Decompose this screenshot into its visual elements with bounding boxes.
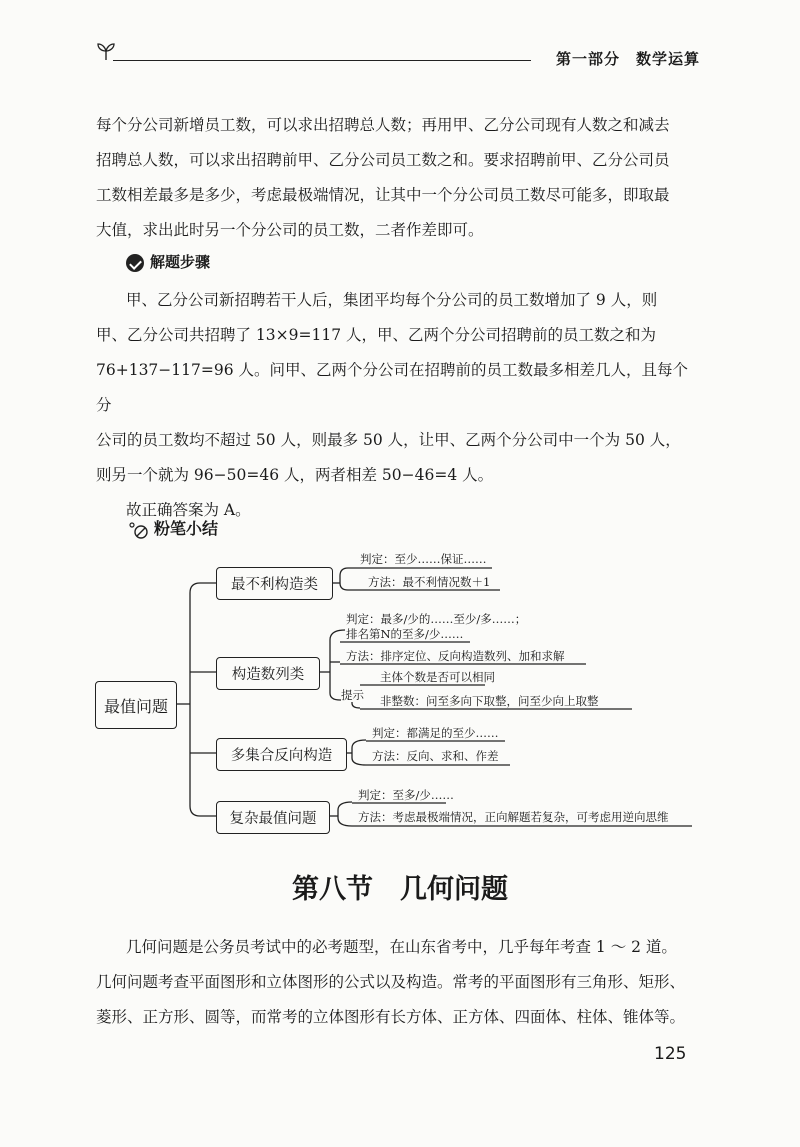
branch-2-item: 排名第N的至多/少……	[346, 627, 464, 641]
chapter-title: 第八节 几何问题	[292, 874, 508, 905]
text-line: 工数相差最多是多少，考虑最极端情况，让其中一个分公司员工数尽可能多，即取最	[96, 186, 670, 204]
text-line: 则另一个就为 96−50=46 人，两者相差 50−46=4 人。	[96, 466, 494, 484]
text-line: 大值，求出此时另一个分公司的员工数，二者作差即可。	[96, 221, 484, 239]
summary-title-label: 粉笔小结	[154, 519, 219, 538]
branch-3-box: 多集合反向构造	[216, 738, 347, 771]
header-title: 第一部分 数学运算	[555, 50, 700, 68]
text-line: 甲、乙分公司共招聘了 13×9=117 人，甲、乙两个分公司招聘前的员工数之和为	[96, 326, 657, 344]
page-number: 125	[654, 1044, 687, 1064]
chapter-paragraph	[96, 930, 696, 1035]
text-line: 菱形、正方形、圆等，而常考的立体图形有长方体、正方体、四面体、柱体、锥体等。	[96, 1008, 686, 1026]
branch-3-item: 判定：都满足的至少……	[372, 726, 499, 740]
branch-1-item: 方法：最不利情况数＋1	[368, 575, 491, 589]
text-line: 每个分公司新增员工数，可以求出招聘总人数；再用甲、乙分公司现有人数之和减去	[96, 116, 670, 134]
branch-1-box: 最不利构造类	[216, 567, 333, 600]
hint-label: 提示	[341, 688, 364, 702]
branch-2-item: 方法：排序定位、反向构造数列、加和求解	[346, 649, 565, 663]
hint-item: 非整数：问至多向下取整，问至少向上取整	[380, 694, 599, 708]
branch-1-item: 判定：至少……保证……	[360, 552, 487, 566]
branch-3-item: 方法：反向、求和、作差	[372, 749, 499, 763]
text-line: 几何问题是公务员考试中的必考题型，在山东省考中，几乎每年考查 1 ～ 2 道。	[126, 938, 677, 956]
text-line: 公司的员工数均不超过 50 人，则最多 50 人，让甲、乙两个分公司中一个为 50 人，	[96, 431, 681, 449]
text-line: 招聘总人数，可以求出招聘前甲、乙分公司员工数之和。要求招聘前甲、乙分公司员	[96, 151, 670, 169]
answer-line: 故正确答案为 A。	[126, 501, 251, 519]
branch-2-box: 构造数列类	[216, 657, 320, 690]
text-line: 几何问题考查平面图形和立体图形的公式以及构造。常考的平面图形有三角形、矩形、	[96, 973, 686, 991]
branch-4-box: 复杂最值问题	[216, 801, 330, 834]
text-line: 76+137−117=96 人。问甲、乙两个分公司在招聘前的员工数最多相差几人，且每个分	[96, 361, 689, 414]
branch-4-item: 判定：至多/少……	[358, 788, 454, 802]
hint-item: 主体个数是否可以相同	[380, 670, 495, 684]
text-line: 甲、乙分公司新招聘若干人后，集团平均每个分公司的员工数增加了 9 人，则	[126, 291, 658, 309]
steps-heading-label: 解题步骤	[150, 253, 211, 271]
branch-2-item: 判定：最多/少的……至少/多……；	[346, 612, 527, 626]
branch-4-item: 方法：考虑最极端情况，正向解题若复杂，可考虑用逆向思维	[358, 810, 669, 824]
mindmap-root: 最值问题	[95, 681, 177, 729]
